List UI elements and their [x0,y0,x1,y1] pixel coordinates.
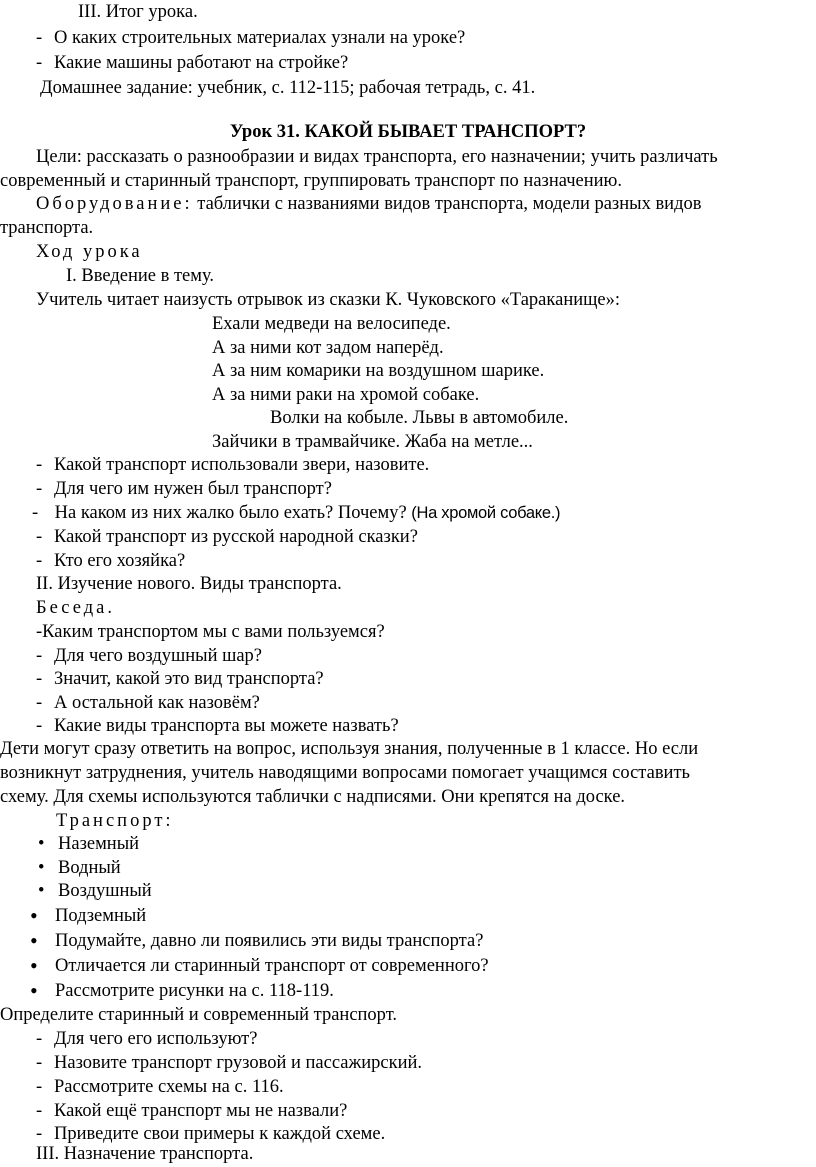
summary-question: - О каких строительных материалах узнали на уроке? [36,26,465,50]
summary-question: - Какие машины работают на стройке? [36,51,348,75]
bullet-icon: • [38,834,45,854]
lesson-course-label: Ход урока [36,242,143,262]
question-line: - Для чего им нужен был транспорт? [36,477,332,501]
intro-heading: I. Введение в тему. [66,266,214,286]
list-item: • Подумайте, давно ли появились эти виды транспорта? [30,928,484,953]
list-item: • Отличается ли старинный транспорт от современного? [30,953,489,978]
list-item: • Подземный [30,903,147,928]
question-line [32,501,560,525]
poem-line: Ехали медведи на велосипеде. [212,314,451,334]
define-line: Определите старинный и современный транспорт. [0,1005,398,1025]
question-text: На каком из них жалко было ехать? Почему? [54,503,407,523]
bullet-icon: • [30,928,38,953]
poem-line: Волки на кобыле. Львы в автомобиле. [270,408,569,428]
transport-label: Транспорт: [56,811,174,831]
teacher-line: Учитель читает наизусть отрывок из сказки К. Чуковского «Тараканище»: [36,290,620,310]
new-topic-heading: II. Изучение нового. Виды транспорта. [36,574,342,594]
equipment-line: транспорта. [0,218,94,238]
goals-line: Цели: рассказать о разнообразии и видах транспорта, его назначении; учить различать [36,147,718,167]
bullet-icon: • [38,858,45,878]
poem-line: А за ними раки на хромой собаке. [212,385,480,405]
paragraph-line: возникнут затруднения, учитель наводящими вопросами помогает учащимся составить [0,763,690,783]
bullet-icon: • [38,881,45,901]
question-line: - Какой транспорт использовали звери, назовите. [36,453,429,477]
list-item: • Водный [38,858,121,878]
question-line: - Рассмотрите схемы на с. 116. [36,1075,284,1099]
question-line: - Приведите свои примеры к каждой схеме. [36,1122,385,1146]
question-line: - Кто его хозяйка? [36,549,185,573]
question-line: - Для чего его используют? [36,1027,257,1051]
homework-line: Домашнее задание: учебник, с. 112-115; рабочая тетрадь, с. 41. [40,78,536,98]
answer-aside: (На хромой собаке.) [411,504,561,522]
question-line: - А остальной как назовём? [36,691,260,715]
goals-line: современный и старинный транспорт, группировать транспорт по назначению. [0,171,622,191]
list-item: • Воздушный [38,881,152,901]
question-line: - Какой ещё транспорт мы не назвали? [36,1099,347,1123]
summary-heading: III. Итог урока. [78,2,198,22]
equipment-line [36,192,701,216]
question-line: - Какой транспорт из русской народной сказки? [36,525,418,549]
question-line: - Для чего воздушный шар? [36,644,262,668]
poem-line: Зайчики в трамвайчике. Жаба на метле... [212,432,533,452]
paragraph-line: схему. Для схемы используются таблички с надписями. Они крепятся на доске. [0,787,626,807]
lesson-title: Урок 31. КАКОЙ БЫВАЕТ ТРАНСПОРТ? [229,122,587,142]
question-line: - Значит, какой это вид транспорта? [36,667,324,691]
equipment-label: Оборудование: [36,194,193,214]
talk-label: Беседа. [36,598,115,618]
purpose-heading: III. Назначение транспорта. [36,1144,254,1164]
paragraph-line: Дети могут сразу ответить на вопрос, используя знания, полученные в 1 классе. Но если [0,739,699,759]
list-item: • Наземный [38,834,140,854]
poem-line: А за ним комарики на воздушном шарике. [212,361,545,381]
question-line: - Какие виды транспорта вы можете назвать? [36,714,399,738]
equipment-text: таблички с названиями видов транспорта, модели разных видов [197,194,702,214]
bullet-icon: • [30,978,38,1003]
poem-line: А за ними кот задом наперёд. [212,338,444,358]
question-line: -Каким транспортом мы с вами пользуемся? [36,622,385,642]
list-item: • Рассмотрите рисунки на с. 118-119. [30,978,334,1003]
bullet-icon: • [30,953,38,978]
bullet-icon: • [30,903,38,928]
question-line: - Назовите транспорт грузовой и пассажирский. [36,1051,422,1075]
